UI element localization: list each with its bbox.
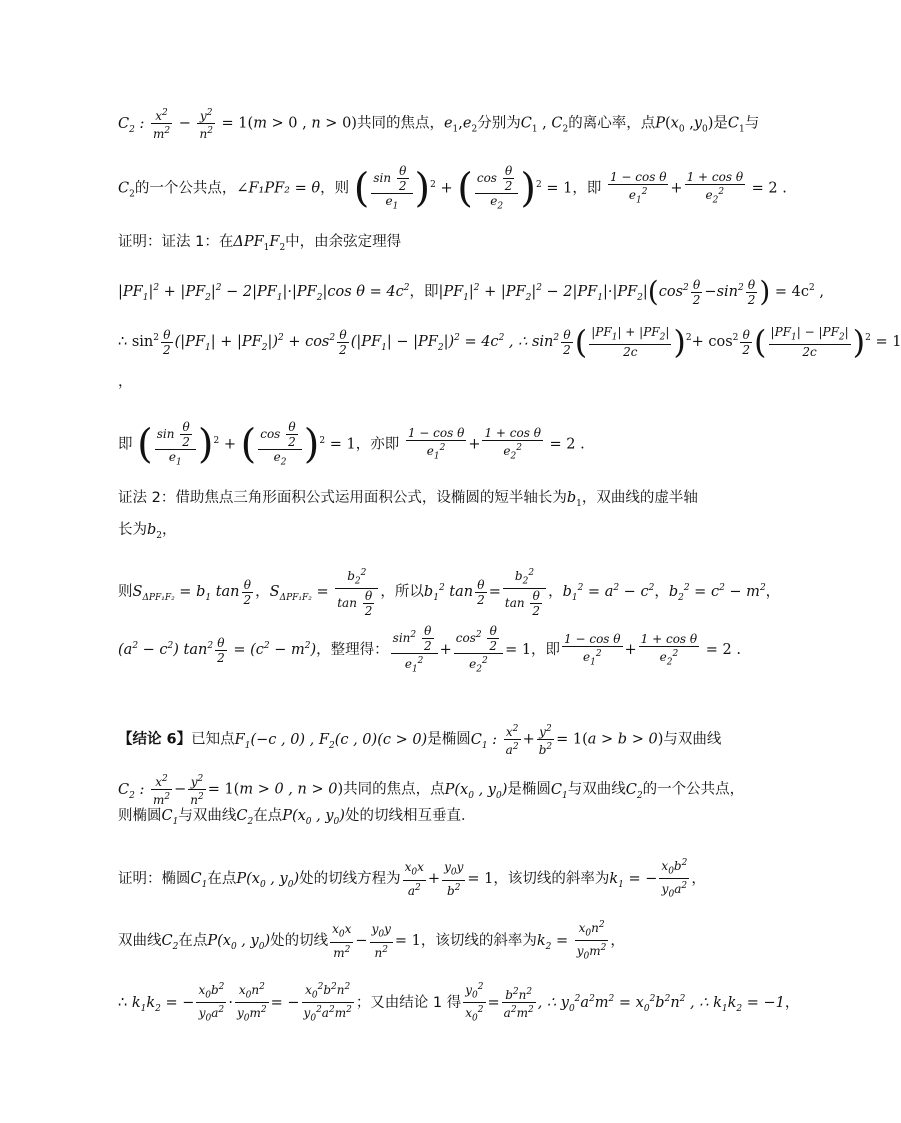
- area-formula-line: 则$S_{\Delta PF_1F_2} = b_1$ tan $\frac{\theta}{2}$ ，$S_{\Delta PF_1F_2}$ = $b_2^2$ tan $\frac{\theta}{2}$ ，所以$b_1^2$ tan $\frac{\theta}{2}$ = $b_2^2$ tan $\frac{\theta}{2}$ ，$b_1^2 = a^2 - c^2$，$b_2^2 = c^2 - m^2$，: [118, 568, 781, 619]
- proof2-line-2: 长为$b_2$，: [118, 522, 177, 541]
- cosine-law-line: $|PF_1|^2 + |PF_2|^2 - 2|PF_1|\cdot|PF_2|\cos$ $\theta = 4c^2$，即$|PF_1|^2 + |PF_2|^2 - 2|PF_1|\cdot|PF_2|(\cos^2$ $\frac{\theta}{2}$ $-\sin^2$ $\frac{\theta}{2}$ ) = $4c^2$ ,: [118, 275, 824, 308]
- proof2-line-1: 证法 2：借助焦点三角形面积公式运用面积公式，设椭圆的短半轴长为$b_1$，双曲线的虚半轴: [118, 490, 698, 509]
- sin-squared-line: ∴ $\sin^2$ $\frac{\theta}{2}$ $(|PF_1| + |PF_2|)^2 + \cos^2$ $\frac{\theta}{2}$ $(|PF_1| - |PF_2|)^2 = 4c^2$ , ∴ $\sin^2$ $\frac{\theta}{2}$ ( $\frac{|PF_1| + |PF_2|}{2c}$ )$^2+ \cos^2$ $\frac{\theta}{2}$ ( $\frac{|PF_1| - |PF_2|}{2c}$ )$^2$ = 1: [118, 323, 901, 361]
- organize-line: $(a^2 - c^2)$ $\tan^2$ $\frac{\theta}{2}$ = $(c^2 - m^2)$，整理得： $\sin^2$ $\frac{\theta}{2}$ $e_1^2$ + $\cos^2$ $\frac{\theta}{2}$ $e_2^2$ = 1，即 $\frac{\text{1 − cos θ}}{e_1^2}$ + $\frac{\text{1 + cos θ}}{e_2^2}$ = 2 .: [118, 624, 741, 675]
- proof3-line: 证明：椭圆$C_1$在点$P(x_0$ , $y_0$)处的切线方程为 $\frac{x_0x}{a^2}$ + $\frac{y_0y}{b^2}$ = 1，该切线的斜率为$k_1$ = − $\frac{x_0b^2}{y_0a^2}$ ，: [118, 858, 706, 900]
- conclusion-line-1: 【结论 6】已知点$F_1(-c$ , 0) , $F_2(c$ , 0)(c > 0)是椭圆$C_1$ : $\frac{x^2}{a^2}$ + $\frac{y^2}{b^2}$ = 1(a > b > 0)与双曲线: [118, 724, 722, 757]
- proof-heading: 证明：证法 1：在$\Delta PF_1F_2$中，由余弦定理得: [118, 234, 402, 253]
- proof4-line: 双曲线$C_2$在点$P(x_0$ , $y_0$)处的切线 $\frac{x_0x}{m^2}$ − $\frac{y_0y}{n^2}$ = 1，该切线的斜率为$k_2$ = $\frac{x_0n^2}{y_0m^2}$ ，: [118, 920, 625, 962]
- l1-text: 共同的焦点，: [356, 115, 444, 132]
- conclusion-line-3: 则椭圆$C_1$与双曲线$C_2$在点$P(x_0$ , $y_0$)处的切线相互垂直．: [118, 808, 476, 827]
- conclusion-label: 【结论 6】: [118, 731, 192, 748]
- comma-line: ，: [118, 374, 133, 390]
- text-line-2: $C_2$的一个公共点，∠F₁PF₂ = θ，则 ( sin $\frac{\theta}{2}$ $e_1$ )$^2$ + ( cos $\frac{\theta}{2}$ $e_2$ )$^2$ = 1，即 $\frac{\text{1 − cos θ}}{e_1^2}$ + $\frac{\text{1 + cos θ}}{e_2^2}$ = 2 .: [118, 164, 787, 212]
- conclusion-line-2: $C_2$ : $\frac{x^2}{m^2}$ − $\frac{y^2}{n^2}$ = 1(m > 0 , n > 0)共同的焦点，点$P(x_0$ , $y_0$)是椭圆$C_1$与双曲线$C_2$的一个公共点，: [118, 774, 745, 807]
- text-line-1: $C_2$ : $\frac{x^2}{m^2}$ − $\frac{y^2}{n^2}$ = 1(m > 0 , n > 0)共同的焦点，$e_1,e_2$分别为$C_1$ , $C_2$的离心率，点$P(x_0$ $,y_0$)是$C_1$与: [118, 108, 760, 141]
- proof5-line: ∴ $k_1k_2$ = − $\frac{x_0b^2}{y_0a^2}$ · $\frac{x_0n^2}{y_0m^2}$ = − $\frac{x_0^2b^2n^2}{y_0^2a^2m^2}$ ；又由结论 1 得 $\frac{y_0^2}{x_0^2}$ = $\frac{b^2n^2}{a^2m^2}$ , ∴ $y_0^2a^2m^2 = x_0^2b^2n^2$ , ∴ $k_1k_2 = -1$，: [118, 982, 800, 1024]
- ji-line: 即 ( sin $\frac{\theta}{2}$ $e_1$ )$^2$ + ( cos $\frac{\theta}{2}$ $e_2$ )$^2$ = 1，亦即 $\frac{\text{1 − cos θ}}{e_1^2}$ + $\frac{\text{1 + cos θ}}{e_2^2}$ = 2 .: [118, 420, 585, 468]
